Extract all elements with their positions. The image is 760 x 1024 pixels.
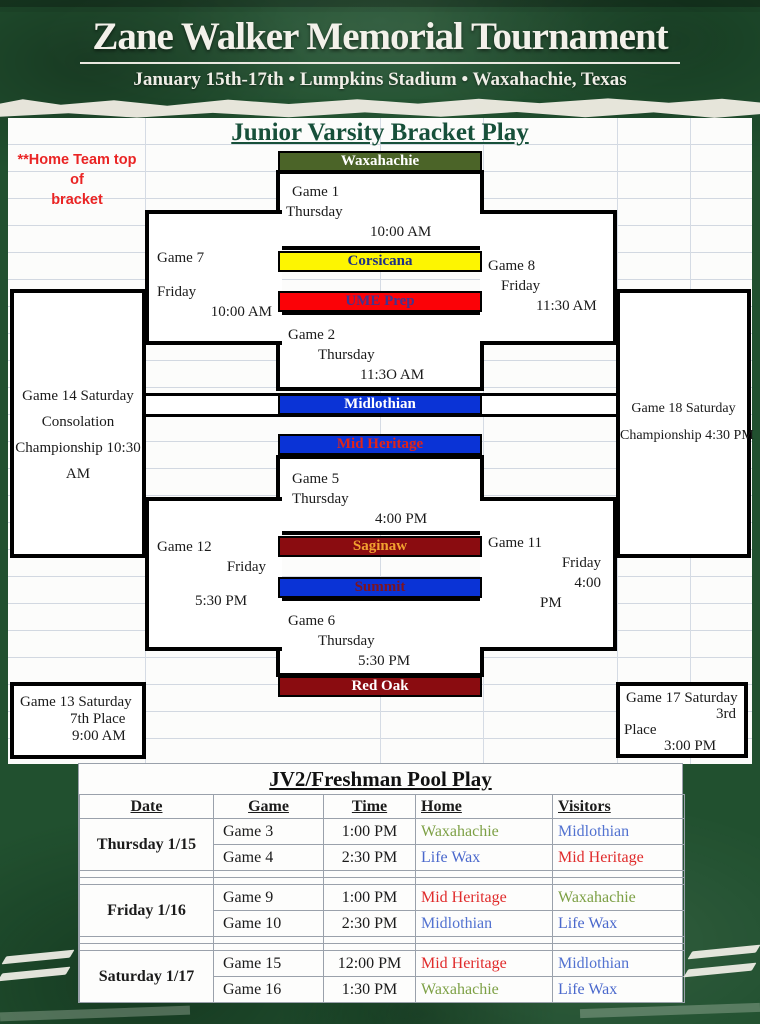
visitor-team-cell: Midlothian: [553, 819, 685, 845]
team-bar-waxahachie: Waxahachie: [278, 151, 482, 172]
spacer-row: [80, 937, 685, 944]
pool-header-row: [80, 795, 685, 819]
time-cell: 2:30 PM: [324, 911, 416, 937]
date-cell: Friday 1/16: [80, 885, 214, 937]
home-team-note-line2: bracket: [51, 192, 103, 208]
table-row: [80, 885, 685, 911]
game-cell: Game 10: [214, 911, 324, 937]
team-bar-mid-heritage: Mid Heritage: [278, 434, 482, 455]
visitor-team-cell: Waxahachie: [553, 885, 685, 911]
field-paint-stripe: [0, 97, 760, 119]
game-time: 11:3O AM: [360, 367, 425, 383]
field-hash-mark: [0, 967, 71, 982]
game-day: Friday: [157, 284, 197, 300]
game-label: Game 17 Saturday: [626, 690, 738, 706]
game-7-box: [145, 210, 282, 345]
game-round2: Place: [624, 722, 657, 738]
home-team-cell: Midlothian: [416, 911, 553, 937]
col-header-visitors: Visitors: [553, 795, 685, 819]
time-cell: 12:00 PM: [324, 951, 416, 977]
game-round: Championship 4:30 PM: [620, 428, 754, 443]
field-hash-mark: [687, 945, 760, 960]
game-round: Consolation: [41, 414, 115, 430]
game-cell: Game 3: [214, 819, 324, 845]
tournament-title: Zane Walker Memorial Tournament: [92, 15, 668, 58]
game-label: Game 2: [288, 327, 336, 343]
field-hash-mark: [1, 950, 74, 965]
game-day: Friday: [501, 278, 541, 294]
game-label: Game 1: [292, 184, 340, 200]
game-time: 4:00: [574, 575, 601, 591]
pool-play-title: JV2/Freshman Pool Play: [269, 767, 492, 791]
game-label: Game 18 Saturday: [631, 401, 736, 416]
team-bar-summit: Summit: [278, 577, 482, 598]
game-label: Game 12: [157, 539, 212, 555]
game-cell: Game 16: [214, 977, 324, 1003]
time-cell: 1:30 PM: [324, 977, 416, 1003]
col-header-time: Time: [324, 795, 416, 819]
game-14-consolation-box: [10, 289, 146, 558]
game-18-championship-box: [616, 289, 754, 558]
game-label: Game 11: [488, 535, 543, 551]
game-round: 3rd: [716, 706, 736, 722]
game-time: 4:00 PM: [375, 511, 428, 527]
pool-play-panel: [78, 763, 683, 1003]
game-day: Thursday: [318, 633, 375, 649]
game-time: 5:30 PM: [358, 653, 411, 669]
game-day: Thursday: [318, 347, 375, 363]
game-cell: Game 9: [214, 885, 324, 911]
field-line-faded: [0, 1006, 190, 1022]
game-day: Thursday: [292, 491, 349, 507]
game-time: 5:30 PM: [195, 593, 248, 609]
game-label: Game 13 Saturday: [20, 694, 132, 710]
game-1-box: [276, 170, 484, 250]
date-cell: Thursday 1/15: [80, 819, 214, 871]
time-cell: 1:00 PM: [324, 885, 416, 911]
game-cell: Game 4: [214, 845, 324, 871]
game-day: Friday: [561, 555, 601, 571]
game-time: 9:00 AM: [72, 728, 126, 744]
spacer-row: [80, 878, 685, 885]
pool-play-table: [79, 794, 685, 1003]
field-line-faded: [580, 1003, 760, 1018]
team-bar-midlothian: Midlothian: [278, 394, 482, 415]
col-header-home: Home: [416, 795, 553, 819]
home-team-cell: Mid Heritage: [416, 885, 553, 911]
col-header-date: Date: [80, 795, 214, 819]
game-label: Game 7: [157, 250, 205, 266]
visitor-team-cell: Mid Heritage: [553, 845, 685, 871]
game-label: Game 6: [288, 613, 336, 629]
home-team-cell: Life Wax: [416, 845, 553, 871]
visitor-team-cell: Life Wax: [553, 911, 685, 937]
game-day: Thursday: [286, 204, 343, 220]
game-17-third-place-box: [616, 682, 748, 758]
game-time: 3:00 PM: [664, 738, 717, 754]
table-row: [80, 819, 685, 845]
game-time-suffix: AM: [65, 466, 91, 482]
spacer-row: [80, 944, 685, 951]
bracket-title: Junior Varsity Bracket Play: [231, 119, 529, 146]
game-11-box: [480, 497, 617, 651]
game-6-box: [276, 597, 484, 677]
game-time: 10:00 AM: [210, 304, 272, 320]
home-team-cell: Waxahachie: [416, 977, 553, 1003]
tournament-header: [0, 0, 760, 99]
game-label: Game 8: [488, 258, 536, 274]
game-cell: Game 15: [214, 951, 324, 977]
home-team-cell: Waxahachie: [416, 819, 553, 845]
tournament-subtitle: January 15th-17th • Lumpkins Stadium • Waxahachie, Texas: [133, 69, 627, 90]
visitor-team-cell: Midlothian: [553, 951, 685, 977]
home-team-cell: Mid Heritage: [416, 951, 553, 977]
game-time: 11:30 AM: [536, 298, 597, 314]
game-5-box: [276, 455, 484, 535]
team-bar-ume-prep: UME Prep: [278, 291, 482, 312]
game-12-box: [145, 497, 282, 651]
game-8-box: [480, 210, 617, 345]
game-time-suffix: PM: [540, 595, 562, 611]
team-bar-corsicana: Corsicana: [278, 251, 482, 272]
header-divider: [80, 62, 680, 64]
team-bar-red-oak: Red Oak: [278, 676, 482, 697]
game-2-box: [276, 311, 484, 391]
game-day: Friday: [226, 559, 266, 575]
game-time: Championship 10:30: [15, 440, 141, 456]
time-cell: 2:30 PM: [324, 845, 416, 871]
home-team-note: [10, 150, 144, 210]
team-bar-saginaw: Saginaw: [278, 536, 482, 557]
game-time: 10:00 AM: [370, 224, 432, 240]
date-cell: Saturday 1/17: [80, 951, 214, 1003]
home-team-note-line1: **Home Team top of: [17, 152, 137, 188]
table-row: [80, 951, 685, 977]
time-cell: 1:00 PM: [324, 819, 416, 845]
game-13-seventh-place-box: [10, 682, 146, 759]
bracket-panel: [8, 118, 752, 764]
game-label: Game 14 Saturday: [22, 388, 134, 404]
spacer-row: [80, 871, 685, 878]
game-label: Game 5: [292, 471, 340, 487]
visitor-team-cell: Life Wax: [553, 977, 685, 1003]
col-header-game: Game: [214, 795, 324, 819]
field-hash-mark: [683, 963, 756, 978]
game-round: 7th Place: [70, 711, 126, 727]
